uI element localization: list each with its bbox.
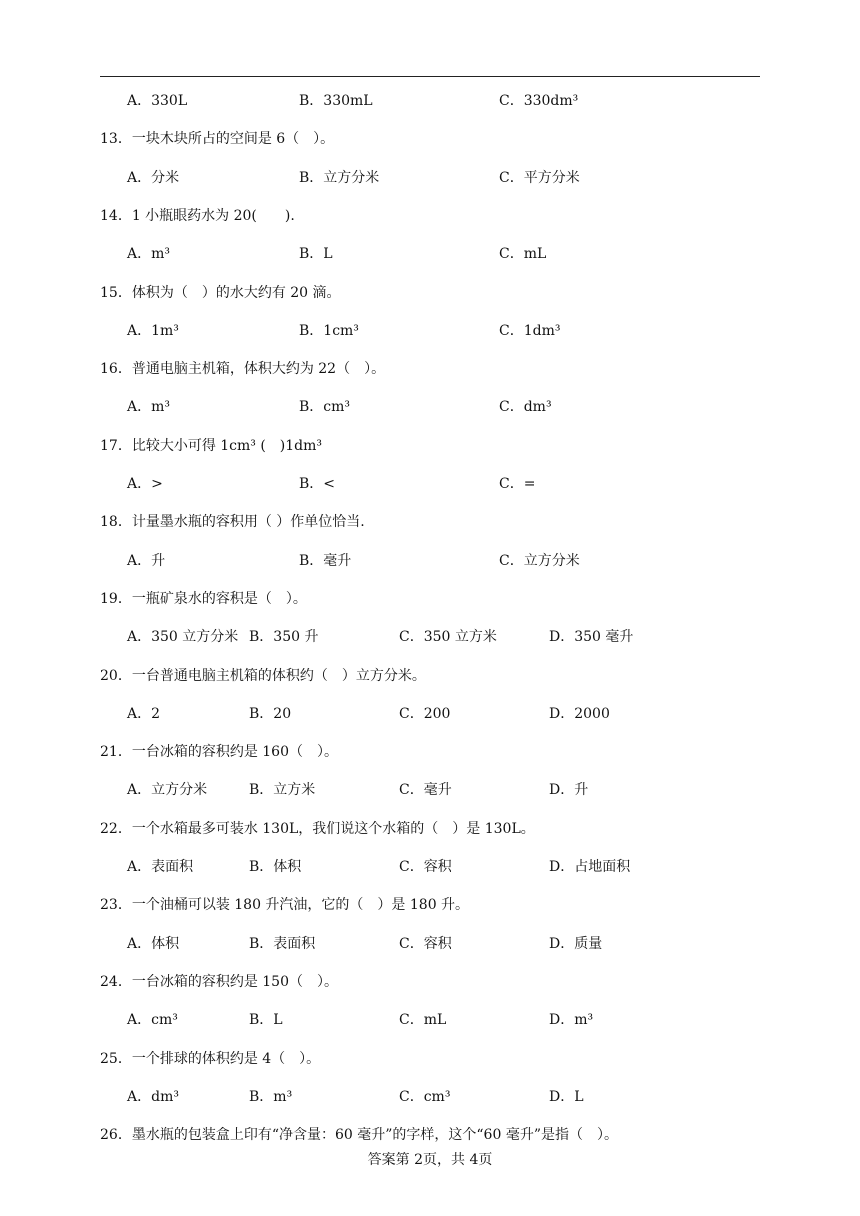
answer-option: D．m³	[549, 1012, 594, 1029]
question-stem	[0, 894, 860, 916]
answer-option: C．200	[399, 705, 451, 722]
question-stem	[0, 971, 860, 993]
option-row	[0, 1086, 860, 1108]
answer-option: C．330dm³	[499, 93, 579, 109]
answer-option: A．立方分米	[127, 782, 208, 799]
answer-option: C．平方分米	[499, 169, 580, 186]
answer-option: D．占地面积	[549, 859, 631, 875]
answer-option: B．体积	[249, 859, 302, 875]
answer-option: C．mL	[499, 246, 547, 263]
answer-option: A．升	[127, 552, 166, 569]
answer-option: C．dm³	[499, 399, 552, 416]
answer-option: C．1dm³	[499, 322, 561, 339]
question-stem	[0, 128, 860, 150]
option-row	[0, 320, 860, 342]
question-stem	[0, 818, 860, 840]
answer-option: B．表面积	[249, 935, 316, 952]
question-text: 18．计量墨水瓶的容积用（ ）作单位恰当.	[100, 514, 365, 531]
question-stem	[0, 358, 860, 380]
question-text: 24．一台冰箱的容积约是 150（ ）。	[100, 973, 338, 990]
answer-option: C．mL	[399, 1012, 447, 1029]
page-footer: 答案第 2页，共 4页	[367, 1152, 493, 1168]
answer-option: D．L	[549, 1088, 584, 1105]
question-text: 26．墨水瓶的包装盒上印有“净含量：60 毫升”的字样，这个“60 毫升”是指（ ）。	[100, 1127, 618, 1144]
question-text: 22．一个水箱最多可装水 130L，我们说这个水箱的（ ）是 130L。	[100, 820, 535, 837]
answer-option: A．分米	[127, 169, 180, 186]
option-row	[0, 243, 860, 265]
answer-option: A．1m³	[127, 322, 179, 339]
question-stem	[0, 1124, 860, 1146]
answer-option: A．2	[127, 705, 161, 722]
answer-option: D．质量	[549, 935, 603, 952]
question-stem	[0, 511, 860, 533]
question-text: 15．体积为（ ）的水大约有 20 滴。	[100, 284, 341, 301]
answer-option: D．升	[549, 782, 589, 799]
answer-option: D．350 毫升	[549, 629, 634, 646]
answer-option: B．立方分米	[299, 169, 380, 186]
question-stem	[0, 1048, 860, 1070]
question-text: 14．1 小瓶眼药水为 20( ).	[100, 207, 295, 224]
answer-option: B．cm³	[299, 399, 351, 416]
answer-option: A．>	[127, 476, 163, 492]
answer-option: A．cm³	[127, 1012, 178, 1029]
question-stem	[0, 665, 860, 687]
answer-option: B．L	[249, 1012, 283, 1029]
option-row	[0, 779, 860, 801]
answer-option: D．2000	[549, 705, 610, 722]
answer-option: A．表面积	[127, 859, 194, 875]
answer-option: A．体积	[127, 935, 180, 952]
question-text: 21．一台冰箱的容积约是 160（ ）。	[100, 744, 338, 761]
answer-option: C．cm³	[399, 1088, 451, 1105]
answer-option: C．毫升	[399, 782, 452, 799]
answer-option: A．350 立方分米	[127, 629, 239, 646]
answer-option: A．m³	[127, 246, 170, 263]
answer-option: A．330L	[127, 93, 188, 109]
question-stem	[0, 282, 860, 304]
question-text: 17．比较大小可得 1cm³ ( )1dm³	[100, 437, 323, 454]
answer-option: C．350 立方米	[399, 629, 497, 646]
option-row	[0, 1009, 860, 1031]
answer-option: B．<	[299, 476, 336, 492]
option-row	[0, 90, 860, 112]
answer-option: B．立方米	[249, 782, 316, 799]
answer-option: B．350 升	[249, 629, 319, 646]
question-text: 20．一台普通电脑主机箱的体积约（ ）立方分米。	[100, 667, 426, 684]
option-row	[0, 856, 860, 878]
option-row	[0, 933, 860, 955]
option-row	[0, 550, 860, 572]
answer-option: A．m³	[127, 399, 170, 416]
question-stem	[0, 741, 860, 763]
question-text: 13．一块木块所占的空间是 6（ ）。	[100, 131, 335, 148]
option-row	[0, 626, 860, 648]
answer-option: B．毫升	[299, 552, 352, 569]
option-row	[0, 167, 860, 189]
answer-option: B．330mL	[299, 93, 373, 109]
question-text: 19．一瓶矿泉水的容积是（ ）。	[100, 590, 307, 607]
answer-option: C．容积	[399, 859, 452, 875]
question-text: 23．一个油桶可以装 180 升汽油，它的（ ）是 180 升。	[100, 897, 470, 914]
header-rule	[100, 76, 760, 77]
option-row	[0, 473, 860, 495]
answer-option: B．m³	[249, 1088, 293, 1105]
question-text: 25．一个排球的体积约是 4（ ）。	[100, 1050, 321, 1067]
answer-option: B．20	[249, 705, 292, 722]
question-text: 16．普通电脑主机箱，体积大约为 22（ ）。	[100, 361, 386, 378]
answer-option: B．1cm³	[299, 322, 359, 339]
answer-option: B．L	[299, 246, 333, 263]
answer-option: C．=	[499, 476, 536, 492]
option-row	[0, 703, 860, 725]
answer-option: C．立方分米	[499, 552, 580, 569]
option-row	[0, 396, 860, 418]
answer-option: C．容积	[399, 935, 452, 952]
answer-option: A．dm³	[127, 1088, 179, 1105]
question-stem	[0, 205, 860, 227]
question-stem	[0, 435, 860, 457]
question-stem	[0, 588, 860, 610]
